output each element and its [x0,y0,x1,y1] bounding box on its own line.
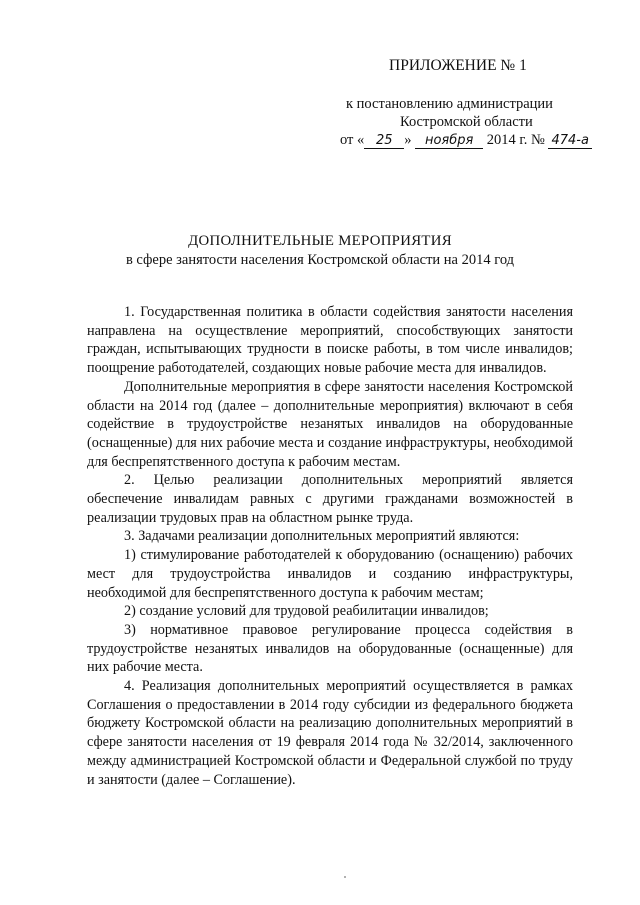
date-month: ноября [415,134,483,149]
date-year: 2014 г. № [486,132,545,148]
annex-region-line: Костромской области [400,114,533,130]
date-mid: » [404,132,412,148]
annex-date-line [340,132,592,149]
annex-title: ПРИЛОЖЕНИЕ № 1 [389,57,527,74]
paragraph: 3. Задачами реализации дополнительных мероприятий являются: [124,528,520,545]
paragraph: 3) нормативное правовое регулирование процесса содействия в трудоустройстве незанятых инвалидов на оборудованные (оснащенные) для них рабочие места. [87,621,573,676]
paragraph: Дополнительные мероприятия в сфере занятости населения Костромской области на 2014 год (далее – дополнительные мероприятия) включают в себя содействие в трудоустройстве незанятых инвалидов на оборудованные (оснащенные) для них рабочие места и создание инфраструктуры, необходимой для беспрепятственного доступа к рабочим местам. [87,378,573,470]
paragraph: 2) создание условий для трудовой реабилитации инвалидов; [124,603,489,620]
date-prefix: от « [340,132,365,148]
scan-speck [344,876,346,878]
annex-reference-line: к постановлению администрации [346,96,553,112]
paragraph: 4. Реализация дополнительных мероприятий осуществляется в рамках Соглашения о предоставлении в 2014 году субсидии из федерального бюджета бюджету Костромской области на реализацию дополнительных мероприятий в сфере занятости населения от 19 февраля 2014 года № 32/2014, заключенного между администрацией Костромской области и Федеральной службой по труду и занятости (далее – Соглашение). [87,678,573,788]
paragraph: 1. Государственная политика в области содействия занятости населения направлена на осуществление мероприятий, способствующих занятости граждан, испытывающих трудности в поиске работы, в том числе инвалидов; поощрение работодателей, создающих новые рабочие места для инвалидов. [87,304,573,377]
document-body [87,303,573,789]
date-day: 25 [364,134,404,149]
document-title: ДОПОЛНИТЕЛЬНЫЕ МЕРОПРИЯТИЯ [188,233,452,249]
paragraph: 1) стимулирование работодателей к оборудованию (оснащению) рабочих мест для трудоустройства инвалидов и созданию инфраструктуры, необходимой для беспрепятственного доступа к рабочим местам; [87,547,573,601]
paragraph: 2. Целью реализации дополнительных мероприятий является обеспечение инвалидам равных с другими гражданами возможностей в реализации трудовых прав на областном рынке труда. [87,472,573,526]
document-number: 474-а [548,134,591,149]
document-subtitle: в сфере занятости населения Костромской области на 2014 год [125,252,515,268]
